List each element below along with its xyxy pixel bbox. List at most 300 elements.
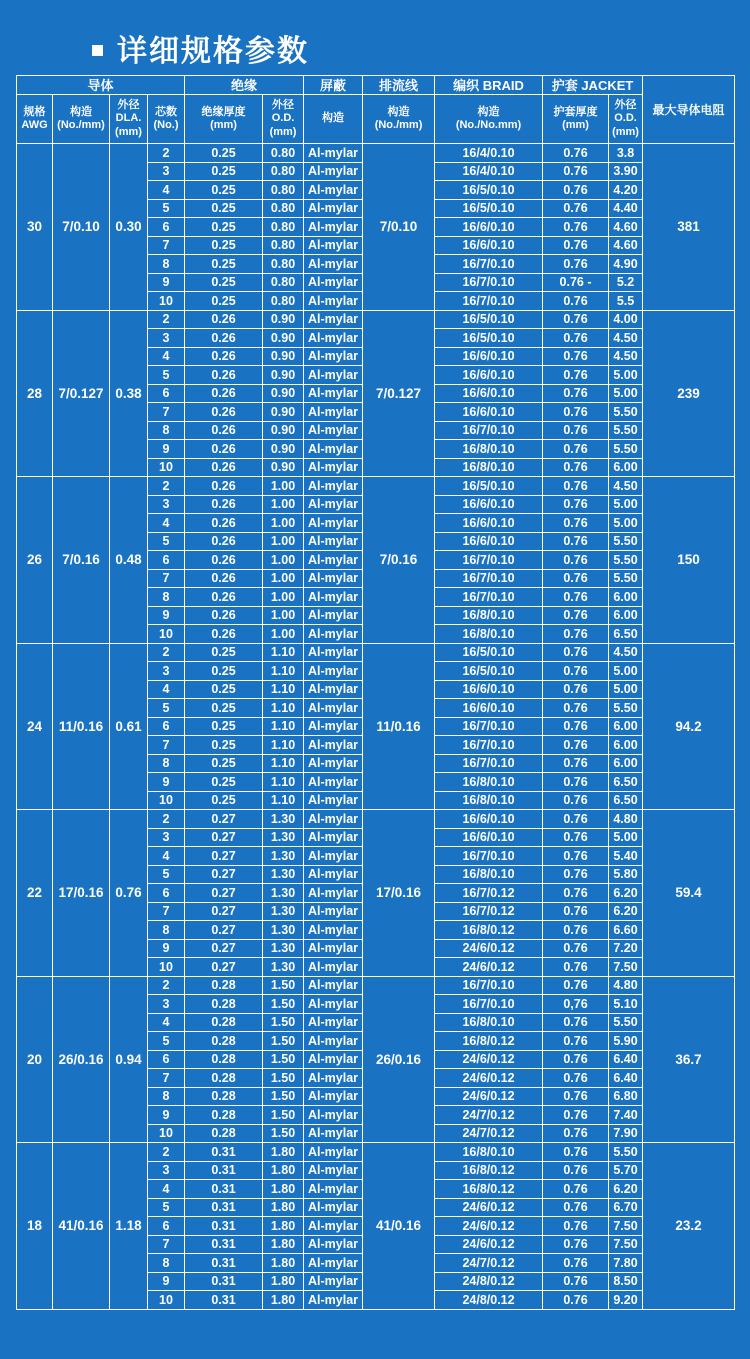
cell-cores: 4 [148,347,185,366]
header-ins-od-line1: 外径 [272,99,295,112]
cell-braid: 16/5/0.10 [435,181,543,200]
cell-insulation-thickness: 0.28 [185,1069,263,1088]
cell-cores: 10 [148,791,185,810]
cell-jacket-thickness: 0.76 [543,625,609,644]
cell-insulation-od: 0.80 [263,181,304,200]
table-header [17,76,735,144]
cell-jacket-od: 5.00 [609,366,643,385]
square-bullet-icon [92,45,103,56]
cell-braid: 16/7/0.10 [435,551,543,570]
cell-shield: Al-mylar [304,1180,363,1199]
cell-insulation-od: 1.30 [263,865,304,884]
header-jacket-od-line3: (mm) [612,125,639,138]
cell-insulation-od: 1.10 [263,754,304,773]
cell-shield: Al-mylar [304,329,363,348]
cell-jacket-od: 5.40 [609,847,643,866]
cell-insulation-od: 1.30 [263,847,304,866]
cell-insulation-od: 1.50 [263,1106,304,1125]
cell-braid: 16/8/0.10 [435,865,543,884]
cell-jacket-thickness: 0.76 [543,921,609,940]
cell-jacket-od: 8.50 [609,1272,643,1291]
cell-shield: Al-mylar [304,403,363,422]
cell-cores: 8 [148,921,185,940]
cell-insulation-thickness: 0.25 [185,236,263,255]
cell-insulation-od: 0.80 [263,255,304,274]
header-cores [148,95,185,144]
cell-jacket-thickness: 0.76 [543,292,609,311]
cell-jacket-od: 7.50 [609,1235,643,1254]
cell-braid: 16/8/0.10 [435,1143,543,1162]
cell-braid: 24/6/0.12 [435,958,543,977]
cell-insulation-thickness: 0.25 [185,144,263,163]
cell-jacket-od: 5.50 [609,403,643,422]
cell-shield: Al-mylar [304,995,363,1014]
cell-shield: Al-mylar [304,625,363,644]
cell-cores: 9 [148,939,185,958]
cell-jacket-od: 6.00 [609,606,643,625]
cell-insulation-od: 1.30 [263,884,304,903]
cell-jacket-thickness: 0.76 [543,1106,609,1125]
cell-braid: 16/6/0.10 [435,384,543,403]
cell-jacket-od: 5.50 [609,421,643,440]
header-diameter [110,95,148,144]
header-ins-thick-line1: 绝缘厚度 [201,105,246,118]
cell-insulation-thickness: 0.26 [185,495,263,514]
cell-structure: 7/0.16 [53,477,110,644]
cell-cores: 9 [148,606,185,625]
cell-shield: Al-mylar [304,1124,363,1143]
cell-insulation-thickness: 0.25 [185,791,263,810]
cell-jacket-od: 5.50 [609,1143,643,1162]
cell-insulation-thickness: 0.27 [185,865,263,884]
cell-insulation-thickness: 0.25 [185,662,263,681]
cell-shield: Al-mylar [304,588,363,607]
cell-shield: Al-mylar [304,1217,363,1236]
cell-cores: 4 [148,181,185,200]
cell-insulation-thickness: 0.26 [185,403,263,422]
cell-jacket-od: 5.50 [609,699,643,718]
cell-insulation-od: 0.80 [263,292,304,311]
cell-insulation-thickness: 0.31 [185,1254,263,1273]
cell-resistance: 381 [643,144,735,311]
cell-drain: 41/0.16 [363,1143,435,1310]
cell-resistance: 150 [643,477,735,644]
cell-braid: 24/6/0.12 [435,1050,543,1069]
header-shield-structure: 构造 [304,95,363,144]
cell-braid: 16/7/0.10 [435,588,543,607]
cell-cores: 4 [148,847,185,866]
cell-resistance: 23.2 [643,1143,735,1310]
cell-braid: 24/6/0.12 [435,1235,543,1254]
cell-cores: 2 [148,976,185,995]
table-body [17,144,735,1310]
cell-insulation-thickness: 0.25 [185,292,263,311]
cell-insulation-od: 1.80 [263,1180,304,1199]
cell-shield: Al-mylar [304,810,363,829]
cell-cores: 7 [148,1069,185,1088]
cell-jacket-thickness: 0.76 [543,1291,609,1310]
cell-jacket-od: 5.50 [609,532,643,551]
cell-insulation-thickness: 0.31 [185,1161,263,1180]
cell-cores: 7 [148,1235,185,1254]
cell-braid: 16/7/0.10 [435,717,543,736]
cell-jacket-thickness: 0.76 [543,1272,609,1291]
cell-braid: 16/8/0.12 [435,1032,543,1051]
cell-braid: 24/8/0.12 [435,1272,543,1291]
cell-insulation-od: 0.90 [263,440,304,459]
cell-cores: 9 [148,773,185,792]
cell-shield: Al-mylar [304,643,363,662]
header-cores-line2: (No.) [153,119,179,131]
cell-shield: Al-mylar [304,773,363,792]
table-row [17,810,735,829]
cell-resistance: 59.4 [643,810,735,977]
cell-jacket-thickness: 0.76 [543,939,609,958]
cell-jacket-thickness: 0.76 [543,477,609,496]
header-conductor: 导体 [17,76,185,95]
cell-insulation-od: 1.10 [263,662,304,681]
cell-jacket-thickness: 0.76 [543,551,609,570]
table-row [17,144,735,163]
cell-jacket-thickness: 0.76 [543,199,609,218]
table-row [17,1143,735,1162]
cell-cores: 10 [148,458,185,477]
cell-drain: 17/0.16 [363,810,435,977]
cell-insulation-od: 1.80 [263,1291,304,1310]
cell-insulation-thickness: 0.31 [185,1291,263,1310]
cell-insulation-od: 1.00 [263,551,304,570]
cell-cores: 6 [148,551,185,570]
cell-insulation-od: 1.50 [263,1050,304,1069]
cell-braid: 16/5/0.10 [435,329,543,348]
cell-jacket-thickness: 0.76 [543,662,609,681]
cell-jacket-od: 6.70 [609,1198,643,1217]
cell-diameter: 0.76 [110,810,148,977]
cell-jacket-thickness: 0.76 [543,1235,609,1254]
cell-insulation-thickness: 0.26 [185,514,263,533]
cell-insulation-od: 1.10 [263,680,304,699]
cell-braid: 24/6/0.12 [435,1198,543,1217]
cell-insulation-thickness: 0.31 [185,1198,263,1217]
cell-cores: 4 [148,680,185,699]
cell-cores: 4 [148,1013,185,1032]
cell-jacket-od: 6.80 [609,1087,643,1106]
cell-braid: 16/5/0.10 [435,310,543,329]
cell-cores: 3 [148,995,185,1014]
cell-braid: 16/5/0.10 [435,199,543,218]
cell-shield: Al-mylar [304,144,363,163]
header-ins-od-line2: O.D. [271,112,295,125]
cell-jacket-od: 4.00 [609,310,643,329]
cell-insulation-thickness: 0.26 [185,625,263,644]
cell-jacket-od: 4.90 [609,255,643,274]
cell-braid: 16/8/0.10 [435,791,543,810]
cell-jacket-thickness: 0.76 [543,384,609,403]
cell-braid: 16/7/0.10 [435,569,543,588]
cell-insulation-thickness: 0.28 [185,1032,263,1051]
cell-cores: 10 [148,958,185,977]
cell-insulation-od: 1.30 [263,921,304,940]
cell-shield: Al-mylar [304,532,363,551]
cell-jacket-od: 5.00 [609,514,643,533]
cell-braid: 16/6/0.10 [435,514,543,533]
cell-insulation-od: 1.30 [263,828,304,847]
cell-cores: 6 [148,218,185,237]
cell-shield: Al-mylar [304,884,363,903]
cell-braid: 16/6/0.10 [435,680,543,699]
cell-insulation-od: 1.50 [263,1069,304,1088]
cell-jacket-od: 5.2 [609,273,643,292]
cell-insulation-thickness: 0.27 [185,902,263,921]
cell-insulation-od: 1.00 [263,625,304,644]
cell-jacket-od: 5.90 [609,1032,643,1051]
cell-insulation-od: 1.30 [263,939,304,958]
cell-structure: 11/0.16 [53,643,110,810]
cell-shield: Al-mylar [304,440,363,459]
cell-insulation-od: 1.00 [263,588,304,607]
cell-diameter: 0.30 [110,144,148,311]
cell-braid: 16/6/0.10 [435,828,543,847]
cell-structure: 7/0.10 [53,144,110,311]
cell-jacket-thickness: 0.76 [543,773,609,792]
cell-diameter: 0.48 [110,477,148,644]
cell-jacket-thickness: 0.76 [543,717,609,736]
header-awg-line1: 规格 [23,105,46,118]
cell-structure: 17/0.16 [53,810,110,977]
cell-insulation-thickness: 0.26 [185,551,263,570]
cell-insulation-thickness: 0.27 [185,828,263,847]
cell-insulation-od: 1.10 [263,736,304,755]
header-structure-line2: (No./mm) [57,119,105,131]
header-braid: 编织 BRAID [435,76,543,95]
cell-insulation-od: 0.90 [263,458,304,477]
cell-braid: 16/6/0.10 [435,236,543,255]
cell-insulation-od: 1.30 [263,810,304,829]
cell-insulation-od: 1.50 [263,1013,304,1032]
cell-jacket-thickness: 0.76 [543,1069,609,1088]
cell-insulation-od: 1.00 [263,606,304,625]
cell-jacket-od: 5.70 [609,1161,643,1180]
cell-insulation-thickness: 0.31 [185,1217,263,1236]
cell-cores: 8 [148,421,185,440]
cell-cores: 6 [148,384,185,403]
cell-braid: 24/6/0.12 [435,1217,543,1236]
cell-insulation-thickness: 0.26 [185,477,263,496]
cell-cores: 4 [148,514,185,533]
cell-jacket-thickness: 0.76 [543,162,609,181]
cell-jacket-thickness: 0.76 [543,569,609,588]
cell-insulation-od: 1.50 [263,1124,304,1143]
cell-braid: 16/8/0.12 [435,1161,543,1180]
cell-insulation-thickness: 0.26 [185,329,263,348]
cell-shield: Al-mylar [304,958,363,977]
cell-cores: 5 [148,699,185,718]
cell-insulation-thickness: 0.26 [185,310,263,329]
cell-braid: 24/6/0.12 [435,939,543,958]
cell-braid: 24/7/0.12 [435,1124,543,1143]
cell-jacket-od: 3.8 [609,144,643,163]
cell-insulation-thickness: 0.25 [185,643,263,662]
cell-jacket-od: 5.10 [609,995,643,1014]
cell-cores: 7 [148,569,185,588]
cell-braid: 16/7/0.10 [435,273,543,292]
cell-braid: 16/5/0.10 [435,662,543,681]
cell-awg: 30 [17,144,53,311]
header-jacket-od-line1: 外径 [614,99,637,112]
cell-braid: 24/6/0.12 [435,1069,543,1088]
cell-insulation-thickness: 0.28 [185,995,263,1014]
cell-insulation-thickness: 0.26 [185,569,263,588]
cell-braid: 16/8/0.10 [435,773,543,792]
cell-cores: 8 [148,588,185,607]
cell-shield: Al-mylar [304,902,363,921]
cell-jacket-thickness: 0.76 [543,514,609,533]
cell-jacket-thickness: 0.76 [543,458,609,477]
cell-jacket-od: 6.00 [609,588,643,607]
cell-jacket-od: 6.00 [609,458,643,477]
cell-jacket-thickness: 0.76 [543,588,609,607]
cell-jacket-thickness: 0.76 [543,976,609,995]
cell-jacket-od: 5.80 [609,865,643,884]
cell-jacket-thickness: 0.76 [543,680,609,699]
cell-jacket-thickness: 0.76 [543,310,609,329]
cell-insulation-thickness: 0.25 [185,181,263,200]
cell-shield: Al-mylar [304,1087,363,1106]
cell-shield: Al-mylar [304,1272,363,1291]
cell-insulation-od: 0.90 [263,347,304,366]
cell-insulation-od: 1.80 [263,1198,304,1217]
cell-jacket-od: 6.20 [609,884,643,903]
cell-shield: Al-mylar [304,162,363,181]
cell-braid: 16/7/0.10 [435,754,543,773]
cell-braid: 16/8/0.12 [435,921,543,940]
cell-insulation-thickness: 0.27 [185,847,263,866]
cell-jacket-thickness: 0.76 [543,754,609,773]
cell-jacket-thickness: 0.76 [543,532,609,551]
header-drain-line2: (No./mm) [374,119,423,131]
cell-insulation-thickness: 0.26 [185,588,263,607]
cell-cores: 9 [148,1106,185,1125]
cell-jacket-od: 6.40 [609,1050,643,1069]
header-insulation-thickness [185,95,263,144]
cell-jacket-od: 4.50 [609,347,643,366]
cell-cores: 3 [148,495,185,514]
cell-braid: 16/7/0.12 [435,884,543,903]
cell-shield: Al-mylar [304,347,363,366]
cell-cores: 2 [148,144,185,163]
cell-insulation-od: 0.80 [263,162,304,181]
cell-jacket-thickness: 0.76 [543,329,609,348]
cell-jacket-thickness: 0.76 [543,236,609,255]
cell-cores: 4 [148,1180,185,1199]
cell-shield: Al-mylar [304,292,363,311]
cell-insulation-od: 1.10 [263,643,304,662]
cell-insulation-od: 1.30 [263,958,304,977]
cell-cores: 10 [148,625,185,644]
cell-cores: 9 [148,1272,185,1291]
cell-shield: Al-mylar [304,569,363,588]
cell-insulation-thickness: 0.31 [185,1180,263,1199]
cell-insulation-od: 0.90 [263,310,304,329]
spec-table [16,75,735,1310]
cell-insulation-thickness: 0.25 [185,736,263,755]
cell-insulation-od: 1.50 [263,976,304,995]
cell-jacket-thickness: 0.76 [543,1198,609,1217]
cell-insulation-thickness: 0.26 [185,458,263,477]
cell-insulation-od: 0.90 [263,403,304,422]
cell-braid: 16/7/0.10 [435,976,543,995]
cell-insulation-od: 1.00 [263,569,304,588]
table-row [17,477,735,496]
header-diameter-line1: 外径 [117,99,140,112]
cell-jacket-od: 7.20 [609,939,643,958]
cell-insulation-thickness: 0.28 [185,1013,263,1032]
cell-insulation-od: 1.00 [263,532,304,551]
cell-insulation-thickness: 0.31 [185,1143,263,1162]
cell-jacket-thickness: 0.76 [543,606,609,625]
cell-jacket-od: 6.50 [609,625,643,644]
cell-cores: 3 [148,329,185,348]
cell-braid: 16/6/0.10 [435,218,543,237]
cell-insulation-od: 0.90 [263,421,304,440]
cell-shield: Al-mylar [304,1198,363,1217]
cell-shield: Al-mylar [304,236,363,255]
cell-jacket-od: 4.50 [609,477,643,496]
cell-awg: 24 [17,643,53,810]
cell-jacket-od: 7.90 [609,1124,643,1143]
cell-jacket-od: 4.80 [609,810,643,829]
cell-jacket-thickness: 0.76 [543,865,609,884]
cell-awg: 18 [17,1143,53,1310]
cell-insulation-od: 1.00 [263,514,304,533]
cell-jacket-thickness: 0.76 [543,791,609,810]
cell-cores: 5 [148,199,185,218]
cell-braid: 16/8/0.10 [435,625,543,644]
cell-insulation-od: 1.80 [263,1254,304,1273]
cell-insulation-od: 1.30 [263,902,304,921]
cell-drain: 26/0.16 [363,976,435,1143]
cell-shield: Al-mylar [304,514,363,533]
cell-awg: 20 [17,976,53,1143]
cell-shield: Al-mylar [304,1235,363,1254]
cell-jacket-thickness: 0.76 [543,218,609,237]
cell-braid: 16/7/0.10 [435,736,543,755]
cell-cores: 6 [148,717,185,736]
cell-insulation-thickness: 0.25 [185,218,263,237]
cell-jacket-od: 5.50 [609,440,643,459]
cell-insulation-od: 1.10 [263,699,304,718]
cell-jacket-od: 6.00 [609,736,643,755]
header-jacket-thickness [543,95,609,144]
cell-braid: 16/5/0.10 [435,643,543,662]
cell-shield: Al-mylar [304,828,363,847]
cell-jacket-thickness: 0.76 [543,1032,609,1051]
cell-braid: 16/6/0.10 [435,699,543,718]
cell-braid: 24/8/0.12 [435,1291,543,1310]
cell-jacket-od: 7.80 [609,1254,643,1273]
header-diameter-line2: DLA. [115,112,142,125]
table-row [17,976,735,995]
cell-shield: Al-mylar [304,865,363,884]
cell-shield: Al-mylar [304,736,363,755]
cell-cores: 8 [148,754,185,773]
cell-jacket-od: 4.80 [609,976,643,995]
cell-cores: 5 [148,532,185,551]
header-structure-line1: 构造 [70,105,92,118]
cell-insulation-thickness: 0.26 [185,384,263,403]
cell-jacket-od: 6.50 [609,791,643,810]
cell-shield: Al-mylar [304,255,363,274]
